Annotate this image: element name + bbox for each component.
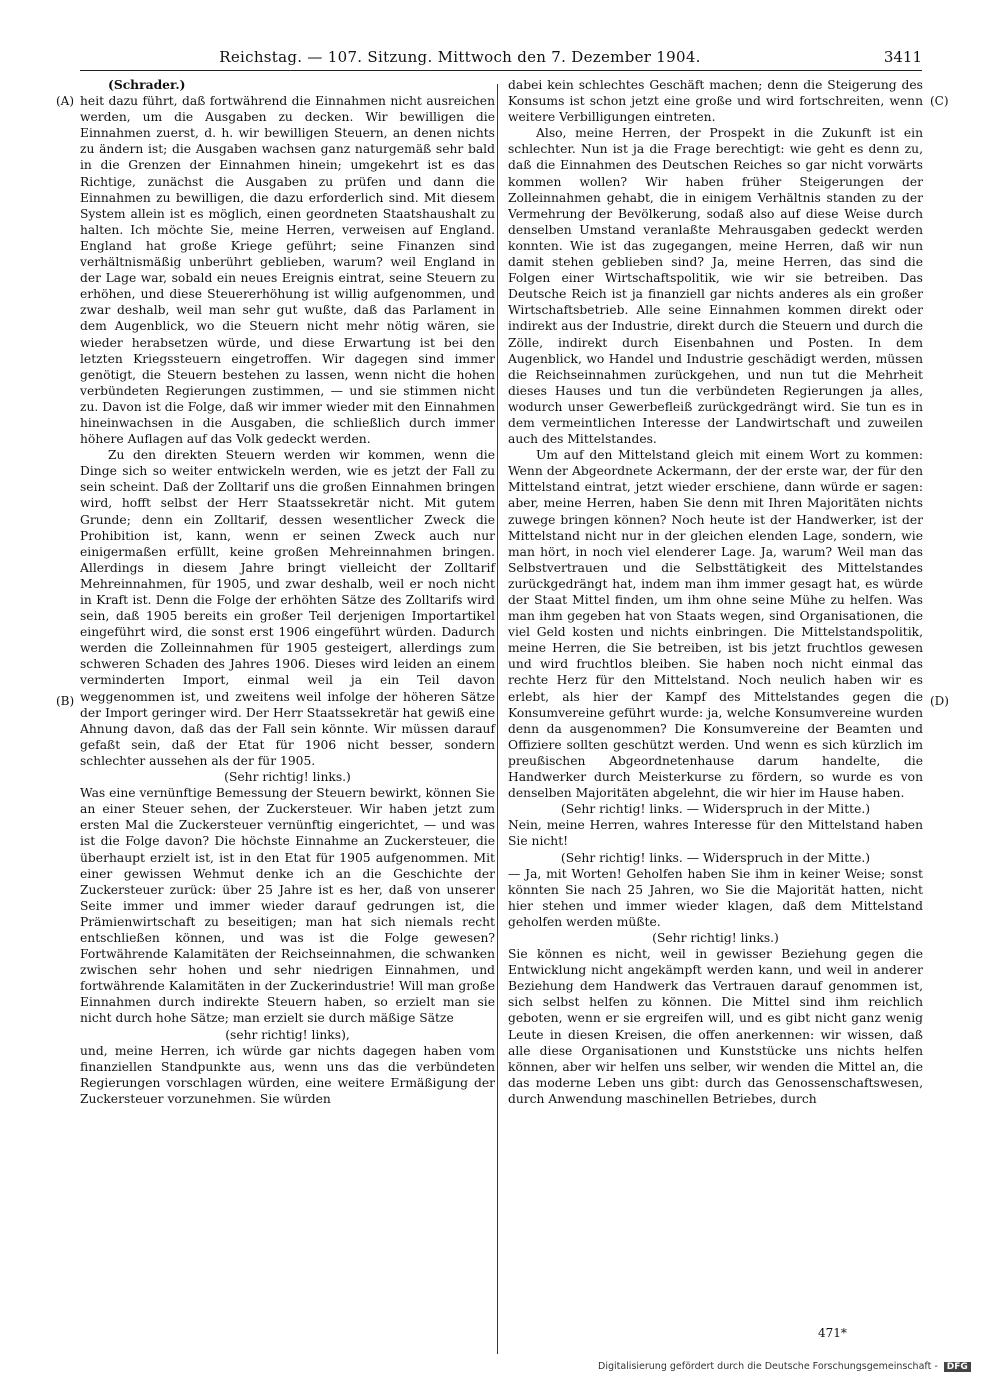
paragraph: heit dazu führt, daß fortwährend die Einnahmen nicht ausreichen werden, um die Ausgaben zu decken. Wir bewilligen die Einnahmen zuerst, d. h. wir bewilligen Steuern, an denen nichts zu ändern ist; die Ausgaben wachsen ganz naturgemäß sehr bald in die Grenzen der Einnahmen hinein; umgekehrt ist es das Richtige, zunächst die Ausgaben zu prüfen und dann die Einnahmen zu bewilligen, die dazu erforderlich sind. Mit diesem System allein ist es möglich, einen geordneten Staatshaushalt zu halten. Ich möchte Sie, meine Herren, verweisen auf England. England hat große Kriege geführt; seine Finanzen sind verhältnismäßig unberührt geblieben, warum? weil England in der Lage war, sobald ein neues Ereignis eintrat, seine Steuern zu erhöhen, und diese Steuererhöhung ist willig aufgenommen, und zwar deshalb, weil man sehr gut wußte, daß das Parlament in dem Augenblick, wo die Steuern nicht mehr nötig wären, sie wieder herabsetzen würde, und diese Erwartung ist bei den letzten Kriegssteuern eingetroffen. Wir dagegen sind immer genötigt, die Steuern bestehen zu lassen, wenn nicht die hohen verbündeten Regierungen zustimmen, — und sie stimmen nicht zu. Davon ist die Folge, daß wir immer wieder mit den Einnahmen hineinwachsen in die Ausgaben, die schließlich durch immer höhere Auflagen auf das Volk gedeckt werden.: [80, 94, 495, 447]
paragraph: Um auf den Mittelstand gleich mit einem Wort zu kommen: Wenn der Abgeordnete Ackermann, der der erste war, der für den Mittelstand eintrat, jetzt wieder erschiene, dann würde er sagen: aber, meine Herren, haben Sie denn mit Ihren Majoritäten nichts zuwege bringen können? Noch heute ist der Handwerker, ist der Mittelstand nicht nur in der gleichen elenden Lage, sondern, wie man hört, in noch viel elenderer Lage. Ja, warum? Weil man das Selbstvertrauen und die Selbsttätigkeit des Mittelstandes zurückgedrängt hat, indem man ihm immer gesagt hat, es würde der Staat Mittel finden, um ihm ohne seine Mühe zu helfen. Was man ihm gegeben hat von Staats wegen, sind Organisationen, die viel Geld kosten und nichts einbringen. Die Mittelstandspolitik, meine Herren, die Sie betreiben, ist bis jetzt fruchtlos gewesen und wird fruchtlos bleiben. Sie haben noch nicht einmal das rechte Herz für den Mittelstand. Noch neulich haben wir es erlebt, als hier der Kampf des Mittelstandes gegen die Konsumvereine geführt wurde: ja, welche Konsumvereine wurden denn da ausgenommen? Die Konsumvereine der Beamten und Offiziere sollten geschützt werden. Und wenn es sich kürzlich im preußischen Abgeordnetenhause darum handelte, die Handwerker durch Meisterkurse zu fördern, so wurde es von denselben Majoritäten abgelehnt, die wir hier im Hause haben.: [508, 448, 923, 801]
page-number: 3411: [883, 48, 922, 66]
margin-mark-c: (C): [930, 94, 949, 108]
right-column: [508, 77, 923, 1107]
interjection: (Sehr richtig! links. — Widerspruch in der Mitte.): [560, 802, 871, 817]
paragraph: Sie können es nicht, weil in gewisser Beziehung gegen die Entwicklung nicht angekämpft werden kann, und weil in anderer Beziehung dem Handwerk das Vertrauen darauf genommen ist, sich selbst helfen zu können. Die Mittel sind ihm reichlich geboten, wenn er sie ergreifen will, und es gibt nicht ganz wenig Leute in diesen Kreisen, die offen anerkennen: wir wissen, daß alle diese Organisationen und Kunststücke uns nichts helfen können, aber wir helfen uns selber, wir wenden die Mittel an, die das moderne Leben uns gibt: durch das Genossenschaftswesen, durch Anwendung maschinellen Betriebes, durch: [508, 947, 923, 1106]
interjection: (Sehr richtig! links.): [224, 770, 351, 785]
paragraph: — Ja, mit Worten! Geholfen haben Sie ihm in keiner Weise; sonst könnten Sie nach 25 Jahren, wo Sie die Majorität hatten, nicht hier stehen und immer wieder klagen, daß dem Mittelstand geholfen werden müßte.: [508, 866, 923, 929]
interjection: (Sehr richtig! links.): [652, 930, 779, 945]
header-rule: [80, 70, 922, 71]
column-divider: [497, 84, 498, 1354]
interjection: (sehr richtig! links),: [225, 1027, 350, 1042]
paragraph: dabei kein schlechtes Geschäft machen; denn die Steigerung des Konsums ist schon jetzt eine große und wird fortschreiten, wenn weitere Verbilligungen eintreten.: [508, 78, 923, 125]
interjection: (Sehr richtig! links. — Widerspruch in der Mitte.): [560, 850, 871, 865]
paragraph: Also, meine Herren, der Prospekt in die Zukunft ist ein schlechter. Nun ist ja die Frage berechtigt: wie geht es denn zu, daß die Einnahmen des Deutschen Reiches so gar nicht vorwärts kommen wollen? Wir haben früher Steigerungen der Zolleinnahmen gehabt, die in einigem Verhältnis standen zu der Vermehrung der Bevölkerung, sodaß also auf diese Weise durch denselben Umstand veranlaßte Mehrausgaben gedeckt werden konnten. Wie ist das zugegangen, meine Herren, daß wir nun damit stehen geblieben sind? Ja, meine Herren, das sind die Folgen einer Wirtschaftspolitik, wie wir sie betreiben. Das Deutsche Reich ist ja finanziell gar nichts anderes als ein großer Wirtschaftsbetrieb. Alle seine Einnahmen kommen direkt oder indirekt aus der Industrie, direkt durch die Steuern und durch die Zölle, indirekt durch Eisenbahnen und Posten. In dem Augenblick, wo Handel und Industrie geschädigt werden, müssen die Reichseinnahmen zurückgehen, und nun tut die Mehrheit dieses Hauses und tun die verbündeten Regierungen ja alles, wodurch unser Gewerbefleiß zurückgedrängt wird. Sie tun es in dem vermeintlichen Interesse der Landwirtschaft und zuweilen auch des Mittelstandes.: [508, 126, 923, 447]
paragraph: und, meine Herren, ich würde gar nichts dagegen haben vom finanziellen Standpunkte aus, wenn uns das die verbündeten Regierungen vorschlagen würden, eine weitere Ermäßigung der Zuckersteuer vorzunehmen. Sie würden: [80, 1043, 495, 1106]
dfg-logo: DFG: [944, 1362, 971, 1372]
digitization-credit: [598, 1361, 971, 1372]
paragraph: Zu den direkten Steuern werden wir kommen, wenn die Dinge sich so weiter entwickeln werden, wie es jetzt der Fall zu sein scheint. Daß der Zolltarif uns die großen Einnahmen bringen wird, hofft selbst der Herr Staatssekretär nicht. Mit gutem Grunde; denn ein Zolltarif, dessen wesentlicher Zweck die Prohibition ist, kann, wenn er seinen Zweck auch nur einigermaßen erfüllt, keine großen Mehreinnahmen bringen. Allerdings in diesem Jahre bringt vielleicht der Zolltarif Mehreinnahmen, für 1905, und zwar deshalb, weil er noch nicht in Kraft ist. Denn die Folge der erhöhten Sätze des Zolltarifs wird sein, daß 1905 bereits ein großer Teil derjenigen Importartikel eingeführt wird, die sonst erst 1906 eingeführt würden. Dadurch werden die Zolleinnahmen für 1905 gesteigert, allerdings zum schweren Schaden des Jahres 1906. Dieses wird leiden an einem verminderten Import, einmal weil ja ein Teil davon weggenommen ist, und zweitens weil infolge der höheren Sätze der Import geringer wird. Der Herr Staatssekretär hat gewiß eine Ahnung davon, daß das der Fall sein könnte. Wir müssen darauf gefaßt sein, daß der Etat für 1906 nicht besser, sondern schlechter aussehen als der für 1905.: [80, 448, 495, 768]
paragraph: Nein, meine Herren, wahres Interesse für den Mittelstand haben Sie nicht!: [508, 818, 923, 849]
paragraph: Was eine vernünftige Bemessung der Steuern bewirkt, können Sie an einer Steuer sehen, der Zuckersteuer. Wir haben jetzt zum ersten Mal die Zuckersteuer vernünftig eingerichtet, — und was ist die Folge davon? Die höchste Einnahme an Zuckersteuer, die überhaupt erzielt ist, ist in den Etat für 1905 aufgenommen. Mit einer gewissen Wehmut denke ich an die Geschichte der Zuckersteuer zurück: über 25 Jahre ist es her, daß von unserer Seite immer und immer wieder darauf gedrungen ist, die Prämienwirtschaft zu beseitigen; man hat sich niemals recht entschließen können, und was ist die Folge gewesen? Fortwährende Kalamitäten der Reichseinnahmen, die schwanken zwischen sehr hohen und sehr niedrigen Einnahmen, und fortwährende Kalamitäten in der Zuckerindustrie! Will man große Einnahmen durch indirekte Steuern haben, so erzielt man sie nicht durch hohe Sätze; man erzielt sie durch mäßige Sätze: [80, 786, 495, 1026]
margin-mark-a: (A): [56, 94, 75, 108]
running-title: Reichstag. — 107. Sitzung. Mittwoch den 7. Dezember 1904.: [219, 48, 701, 66]
margin-mark-b: (B): [56, 694, 75, 708]
signature-mark: 471*: [818, 1326, 847, 1340]
speaker-name: (Schrader.): [108, 77, 186, 92]
left-column: [80, 77, 495, 1107]
page-header: [80, 46, 922, 70]
margin-mark-d: (D): [930, 694, 949, 708]
credit-text: Digitalisierung gefördert durch die Deutsche Forschungsgemeinschaft -: [598, 1361, 938, 1372]
